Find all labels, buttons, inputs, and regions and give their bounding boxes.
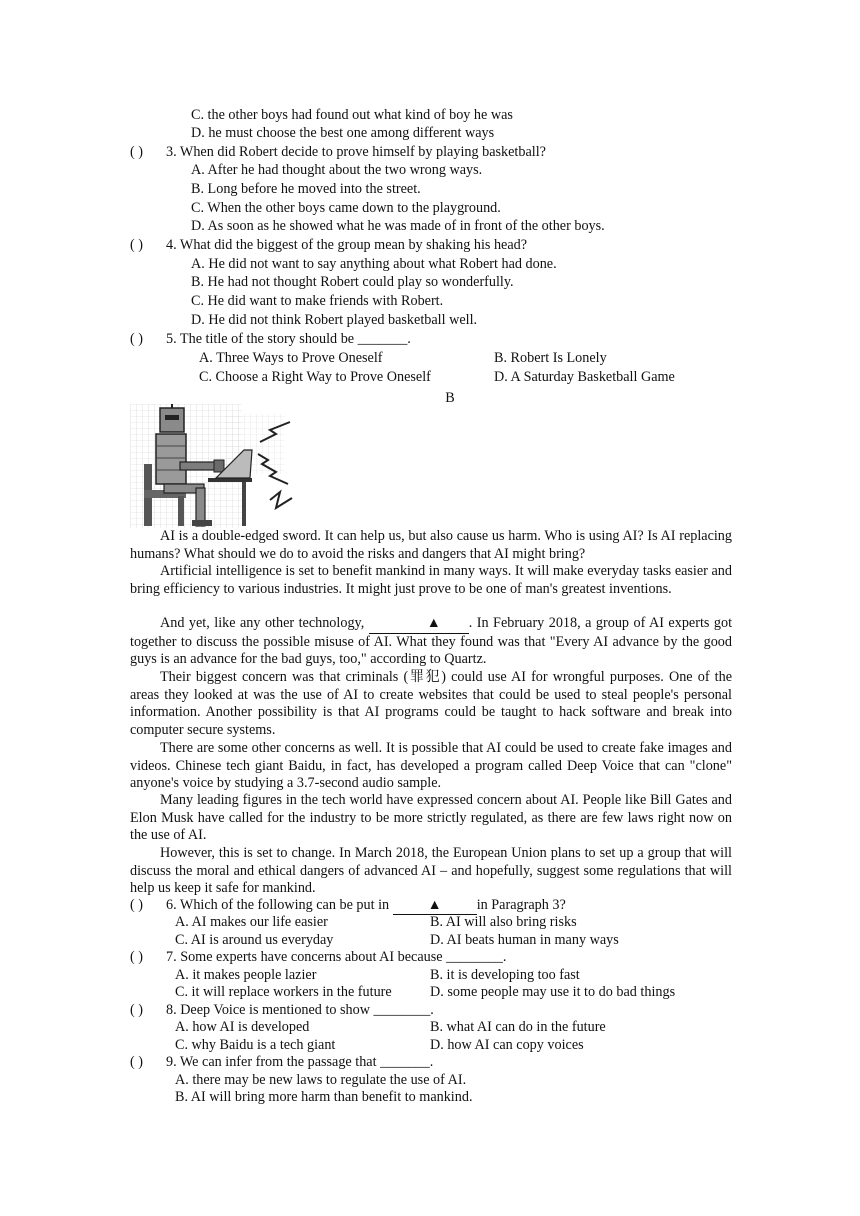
paragraph-text: . In February 2018, a group of AI experts got together to discuss the possible misuse of AI. What they found was that "Every AI advance by the good guys is an advance for the bad guys, too," according to Quartz.: [130, 615, 733, 668]
q2-option-c: C. the other boys had found out what kind of boy he was: [191, 107, 513, 123]
answer-paren[interactable]: ( ): [130, 1054, 143, 1070]
passage-paragraph-4: Their biggest concern was that criminals (罪犯) could use AI for wrongful purposes. One of the areas they looked at was the use of AI to create websites that could be used to steal people's personal information. Another possibility is that AI programs could be taught to hack software and break into computer secure systems.: [130, 669, 732, 738]
answer-paren[interactable]: ( ): [130, 897, 143, 913]
q6-option-b: B. AI will also bring risks: [430, 914, 577, 930]
answer-paren[interactable]: ( ): [130, 1002, 143, 1018]
q4-option-d: D. He did not think Robert played basketball well.: [191, 312, 478, 328]
answer-paren[interactable]: ( ): [130, 949, 143, 965]
question-8: [130, 1001, 434, 1019]
q3-option-b: B. Long before he moved into the street.: [191, 181, 421, 197]
q8-option-a: A. how AI is developed: [175, 1019, 310, 1035]
question-7: [130, 948, 506, 966]
answer-paren[interactable]: ( ): [130, 144, 143, 160]
passage-paragraph-3: [130, 615, 732, 669]
question-stem: in Paragraph 3?: [476, 897, 566, 913]
q8-option-b: B. what AI can do in the future: [430, 1019, 606, 1035]
q9-option-b: B. AI will bring more harm than benefit to mankind.: [175, 1089, 473, 1105]
question-9: [130, 1053, 433, 1071]
q6-option-a: A. AI makes our life easier: [175, 914, 328, 930]
q4-option-b: B. He had not thought Robert could play so wonderfully.: [191, 274, 514, 290]
question-stem: 8. Deep Voice is mentioned to show ________.: [166, 1002, 434, 1018]
q5-option-b: B. Robert Is Lonely: [494, 350, 607, 366]
q8-option-c: C. why Baidu is a tech giant: [175, 1037, 336, 1053]
q8-option-d: D. how AI can copy voices: [430, 1037, 584, 1053]
q6-option-d: D. AI beats human in many ways: [430, 932, 619, 948]
fill-in-blank[interactable]: ▲: [369, 615, 469, 634]
robot-at-computer-illustration: [130, 404, 300, 528]
q5-option-d: D. A Saturday Basketball Game: [494, 369, 675, 385]
q4-option-a: A. He did not want to say anything about what Robert had done.: [191, 256, 557, 272]
q9-option-a: A. there may be new laws to regulate the use of AI.: [175, 1072, 467, 1088]
q7-option-c: C. it will replace workers in the future: [175, 984, 392, 1000]
question-5: [130, 330, 411, 348]
question-stem: 9. We can infer from the passage that _______.: [166, 1054, 434, 1070]
fill-in-blank[interactable]: ▲: [393, 896, 477, 915]
question-3: [130, 143, 546, 161]
q5-option-c: C. Choose a Right Way to Prove Oneself: [199, 369, 431, 385]
question-stem: 5. The title of the story should be _______.: [166, 331, 411, 347]
answer-paren[interactable]: ( ): [130, 331, 143, 347]
q7-option-d: D. some people may use it to do bad things: [430, 984, 676, 1000]
question-4: [130, 236, 527, 254]
q2-option-d: D. he must choose the best one among different ways: [191, 125, 495, 141]
paragraph-text: And yet, like any other technology,: [160, 615, 365, 631]
question-stem: 3. When did Robert decide to prove himself by playing basketball?: [166, 144, 546, 160]
section-heading: B: [445, 390, 455, 406]
passage-paragraph-5: There are some other concerns as well. It is possible that AI could be used to create fake images and videos. Chinese tech giant Baidu, in fact, has developed a program called Deep Voice that can "clone" anyone's voice by studying a 3.7-second audio sample.: [130, 740, 732, 792]
q4-option-c: C. He did want to make friends with Robert.: [191, 293, 444, 309]
question-stem: 4. What did the biggest of the group mean by shaking his head?: [166, 237, 528, 253]
q6-option-c: C. AI is around us everyday: [175, 932, 334, 948]
q3-option-d: D. As soon as he showed what he was made of in front of the other boys.: [191, 218, 605, 234]
question-stem: 6. Which of the following can be put in: [166, 897, 390, 913]
answer-paren[interactable]: ( ): [130, 237, 143, 253]
question-stem: 7. Some experts have concerns about AI because ________.: [166, 949, 507, 965]
q3-option-a: A. After he had thought about the two wrong ways.: [191, 162, 483, 178]
q5-option-a: A. Three Ways to Prove Oneself: [199, 350, 383, 366]
q7-option-a: A. it makes people lazier: [175, 967, 317, 983]
passage-paragraph-7: However, this is set to change. In March 2018, the European Union plans to set up a group that will discuss the moral and ethical dangers of advanced AI – and hopefully, suggest some regulations that will help us keep it safe for mankind.: [130, 845, 732, 897]
q3-option-c: C. When the other boys came down to the playground.: [191, 200, 501, 216]
passage-paragraph-2: Artificial intelligence is set to benefit mankind in many ways. It will make everyday tasks easier and bring efficiency to various industries. It might just prove to be one of man's greatest inventions.: [130, 563, 732, 597]
passage-paragraph-6: Many leading figures in the tech world have expressed concern about AI. People like Bill Gates and Elon Musk have called for the industry to be more strictly regulated, as there are few laws right now on the use of AI.: [130, 792, 732, 844]
q7-option-b: B. it is developing too fast: [430, 967, 580, 983]
passage-paragraph-1: AI is a double-edged sword. It can help us, but also cause us harm. Who is using AI? Is AI replacing humans? What should we do to avoid the risks and dangers that AI might bring?: [130, 528, 732, 562]
